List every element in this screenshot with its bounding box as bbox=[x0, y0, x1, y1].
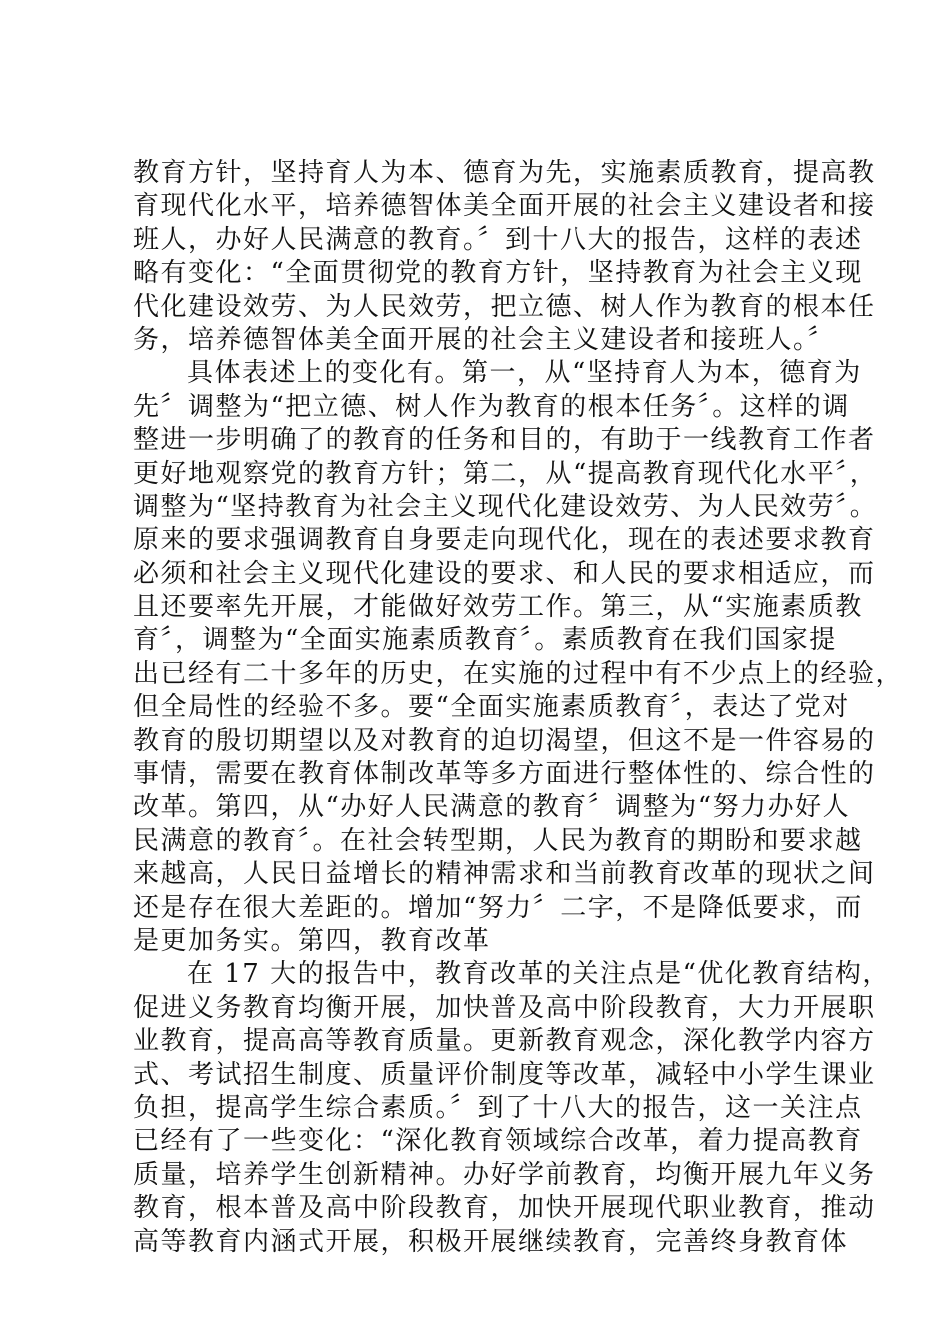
text-line: 更好地观察党的教育方针；第二，从“提高教育现代化水平〞， bbox=[133, 458, 878, 489]
text-line: 改革。第四，从“办好人民满意的教育〞调整为“努力办好人 bbox=[133, 792, 851, 823]
text-line: 教育的殷切期望以及对教育的迫切渴望，但这不是一件容易的 bbox=[133, 725, 876, 756]
text-line: 还是存在很大差距的。增加“努力〞二字，不是降低要求，而 bbox=[133, 892, 863, 923]
text-line: 民满意的教育〞。在社会转型期，人民为教育的期盼和要求越 bbox=[133, 825, 863, 856]
text-line: 但全局性的经验不多。要“全面实施素质教育〞，表达了党对 bbox=[133, 692, 850, 723]
text-line: 是更加务实。第四，教育改革 bbox=[133, 925, 491, 956]
text-line: 育〞，调整为“全面实施素质教育〞。素质教育在我们国家提 bbox=[133, 625, 837, 656]
text-line: 务，培养德智体美全面开展的社会主义建设者和接班人。〞 bbox=[133, 324, 836, 355]
text-line: 高等教育内涵式开展，积极开展继续教育，完善终身教育体 bbox=[133, 1226, 849, 1257]
text-line: 教育，根本普及高中阶段教育，加快开展现代职业教育，推动 bbox=[133, 1193, 876, 1224]
text-line: 必须和社会主义现代化建设的要求、和人民的要求相适应，而 bbox=[133, 558, 876, 589]
text-line: 来越高，人民日益增长的精神需求和当前教育改革的现状之间 bbox=[133, 859, 876, 890]
text-line: 教育方针，坚持育人为本、德育为先，实施素质教育，提高教 bbox=[133, 158, 876, 188]
text-line: 班人，办好人民满意的教育。〞到十八大的报告，这样的表述 bbox=[133, 224, 863, 255]
paragraph-start-line: 在 17 大的报告中，教育改革的关注点是“优化教育结构， bbox=[187, 959, 890, 990]
text-line: 质量，培养学生创新精神。办好学前教育，均衡开展九年义务 bbox=[133, 1159, 876, 1190]
text-line: 已经有了一些变化：“深化教育领域综合改革，着力提高教育 bbox=[133, 1126, 863, 1157]
text-line: 式、考试招生制度、质量评价制度等改革，减轻中小学生课业 bbox=[133, 1059, 876, 1090]
text-line: 略有变化：“全面贯彻党的教育方针，坚持教育为社会主义现 bbox=[133, 258, 863, 289]
text-line: 且还要率先开展，才能做好效劳工作。第三，从“实施素质教 bbox=[133, 592, 863, 623]
text-line: 出已经有二十多年的历史，在实施的过程中有不少点上的经验， bbox=[133, 658, 904, 689]
text-line: 代化建设效劳、为人民效劳，把立德、树人作为教育的根本任 bbox=[133, 291, 876, 322]
text-line: 原来的要求强调教育自身要走向现代化，现在的表述要求教育 bbox=[133, 525, 876, 556]
text-line: 调整为“坚持教育为社会主义现代化建设效劳、为人民效劳〞。 bbox=[133, 491, 878, 522]
text-line: 事情，需要在教育体制改革等多方面进行整体性的、综合性的 bbox=[133, 759, 876, 790]
paragraph-start-line: 具体表述上的变化有。第一，从“坚持育人为本，德育为 bbox=[187, 358, 862, 389]
text-line: 育现代化水平，培养德智体美全面开展的社会主义建设者和接 bbox=[133, 191, 876, 222]
body-text bbox=[133, 157, 904, 1259]
text-line: 整进一步明确了的教育的任务和目的，有助于一线教育工作者 bbox=[133, 425, 876, 456]
text-line: 先〞调整为“把立德、树人作为教育的根本任务〞。这样的调 bbox=[133, 391, 850, 422]
text-line: 业教育，提高高等教育质量。更新教育观念，深化教学内容方 bbox=[133, 1026, 876, 1057]
text-line: 促进义务教育均衡开展，加快普及高中阶段教育，大力开展职 bbox=[133, 992, 876, 1023]
text-line: 负担，提高学生综合素质。〞到了十八大的报告，这一关注点 bbox=[133, 1092, 863, 1123]
